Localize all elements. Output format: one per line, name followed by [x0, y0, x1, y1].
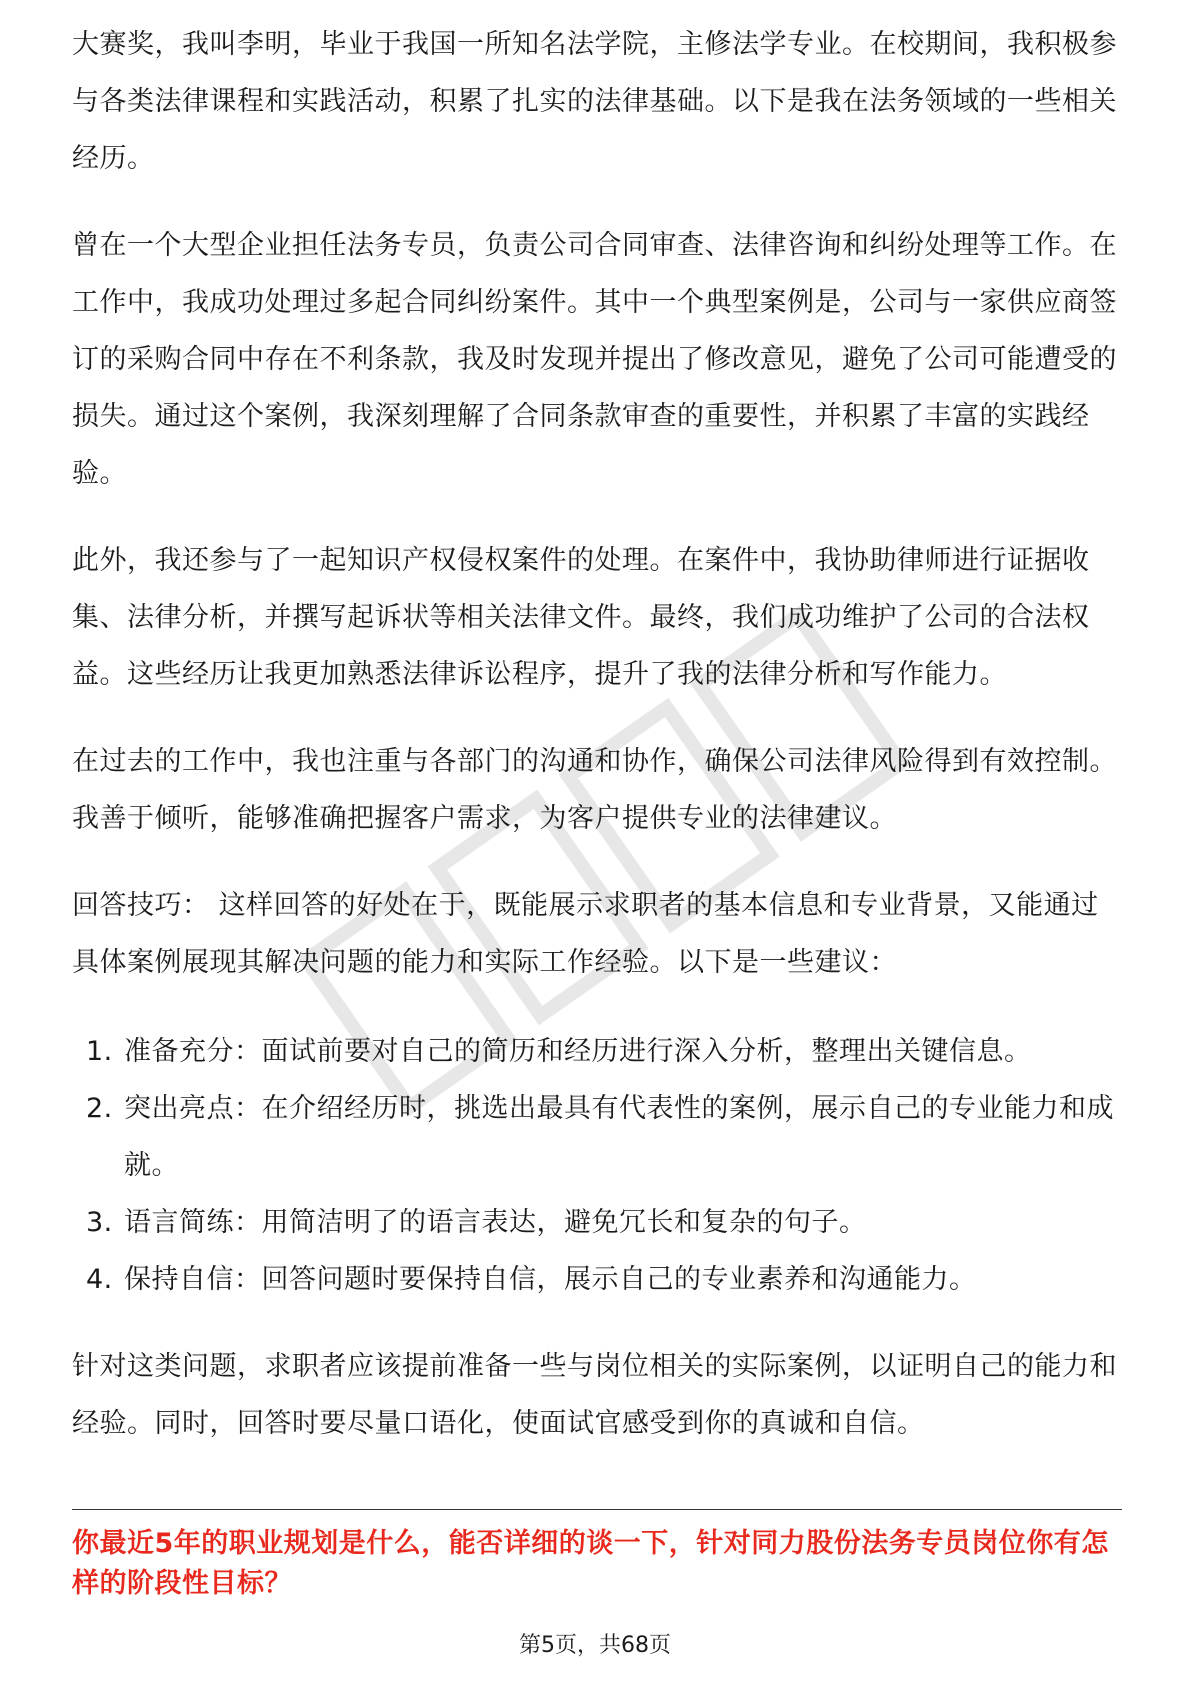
list-item	[72, 1251, 1122, 1308]
intro-paragraph: 大赛奖，我叫李明，毕业于我国一所知名法学院，主修法学专业。在校期间，我积极参与各类法律课程和实践活动，积累了扎实的法律基础。以下是我在法务领域的一些相关经历。	[72, 29, 1117, 174]
list-item	[72, 1080, 1122, 1194]
list-number: 4.	[86, 1264, 113, 1295]
list-text: 语言简练：用简洁明了的语言表达，避免冗长和复杂的句子。	[124, 1207, 867, 1238]
list-item	[72, 1194, 1122, 1251]
section-divider	[72, 1509, 1122, 1510]
list-text: 保持自信：回答问题时要保持自信，展示自己的专业素养和沟通能力。	[124, 1264, 977, 1295]
closing-paragraph: 针对这类问题，求职者应该提前准备一些与岗位相关的实际案例，以证明自己的能力和经验。同时，回答时要尽量口语化，使面试官感受到你的真诚和自信。	[72, 1351, 1117, 1439]
list-number: 3.	[86, 1207, 113, 1238]
list-number: 2.	[86, 1093, 113, 1124]
main-content	[72, 22, 1122, 1452]
experience-paragraph: 曾在一个大型企业担任法务专员，负责公司合同审查、法律咨询和纠纷处理等工作。在工作中，我成功处理过多起合同纠纷案件。其中一个典型案例是，公司与一家供应商签订的采购合同中存在不利条款，我及时发现并提出了修改意见，避免了公司可能遭受的损失。通过这个案例，我深刻理解了合同条款审查的重要性，并积累了丰富的实践经验。	[72, 230, 1117, 489]
page-number-footer: 第5页，共68页	[519, 1633, 671, 1658]
list-item	[72, 1023, 1122, 1080]
next-question-heading: 你最近5年的职业规划是什么，能否详细的谈一下，针对同力股份法务专员岗位你有怎样的阶段性目标？	[72, 1528, 1109, 1599]
list-text: 突出亮点：在介绍经历时，挑选出最具有代表性的案例，展示自己的专业能力和成就。	[124, 1093, 1114, 1181]
list-text: 准备充分：面试前要对自己的简历和经历进行深入分析，整理出关键信息。	[124, 1036, 1032, 1067]
answer-tips-paragraph: 回答技巧： 这样回答的好处在于，既能展示求职者的基本信息和专业背景，又能通过具体案例展现其解决问题的能力和实际工作经验。以下是一些建议：	[72, 890, 1099, 978]
ip-case-paragraph: 此外，我还参与了一起知识产权侵权案件的处理。在案件中，我协助律师进行证据收集、法律分析，并撰写起诉状等相关法律文件。最终，我们成功维护了公司的合法权益。这些经历让我更加熟悉法律诉讼程序，提升了我的法律分析和写作能力。	[72, 545, 1090, 690]
tips-list	[72, 1023, 1122, 1308]
list-number: 1.	[86, 1036, 113, 1067]
communication-paragraph: 在过去的工作中，我也注重与各部门的沟通和协作，确保公司法律风险得到有效控制。我善于倾听，能够准确把握客户需求，为客户提供专业的法律建议。	[72, 746, 1117, 834]
